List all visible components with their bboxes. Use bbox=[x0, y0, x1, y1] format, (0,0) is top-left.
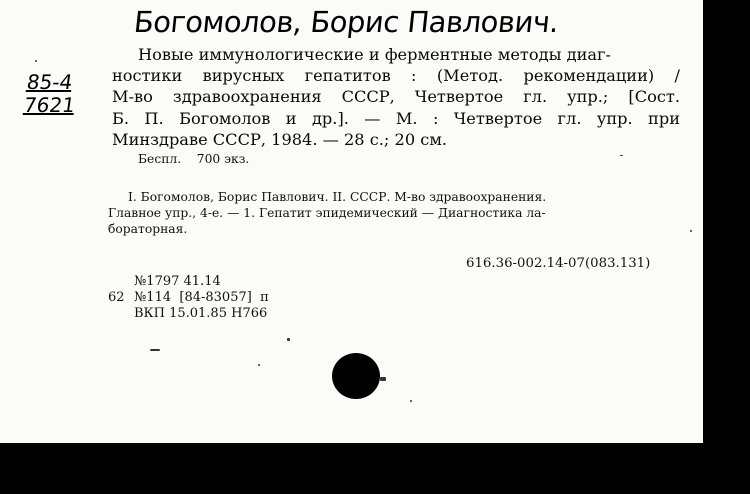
tracing-line: Главное упр., 4-е. — 1. Гепатит эпидемический — Диагностика ла- bbox=[108, 206, 546, 220]
call-number-bottom: 7621 bbox=[22, 93, 77, 117]
bibliographic-description bbox=[112, 44, 680, 150]
scan-speck bbox=[410, 400, 412, 402]
scan-speck bbox=[258, 364, 260, 366]
price-print-run: Беспл. 700 экз. bbox=[138, 152, 250, 166]
handwritten-heading: Богомолов, Борис Павлович. bbox=[132, 5, 561, 39]
description-line: Б. П. Богомолов и др.]. — М. : Четвертое гл. упр. при bbox=[112, 108, 680, 128]
scan-speck bbox=[35, 60, 37, 62]
tracing-line: бораторная. bbox=[108, 222, 188, 236]
scan-speck bbox=[690, 230, 692, 232]
description-line: Новые иммунологические и ферментные методы диаг- bbox=[138, 45, 611, 64]
scan-speck bbox=[287, 338, 290, 341]
description-line: Минздраве СССР, 1984. — 28 с.; 20 см. bbox=[112, 129, 448, 149]
description-line: М-во здравоохранения СССР, Четвертое гл. упр.; [Сост. bbox=[112, 87, 680, 107]
scan-speck bbox=[620, 155, 623, 156]
punch-hole bbox=[332, 353, 380, 399]
registry-line: ВКП 15.01.85 Н766 bbox=[134, 306, 268, 321]
registry-prefix: 62 bbox=[108, 290, 125, 305]
registry-line: №1797 41.14 bbox=[134, 274, 221, 289]
call-number-top: 85-4 bbox=[25, 70, 75, 94]
description-line: ностики вирусных гепатитов : (Метод. рекомендации) / bbox=[112, 66, 680, 86]
scan-speck bbox=[380, 377, 386, 381]
tracing-line: I. Богомолов, Борис Павлович. II. СССР. М-во здравоохранения. bbox=[128, 190, 547, 204]
classification-index: 616.36-002.14-07(083.131) bbox=[466, 256, 651, 271]
registry-line: №114 [84-83057] п bbox=[134, 290, 269, 305]
scan-speck bbox=[150, 349, 160, 351]
